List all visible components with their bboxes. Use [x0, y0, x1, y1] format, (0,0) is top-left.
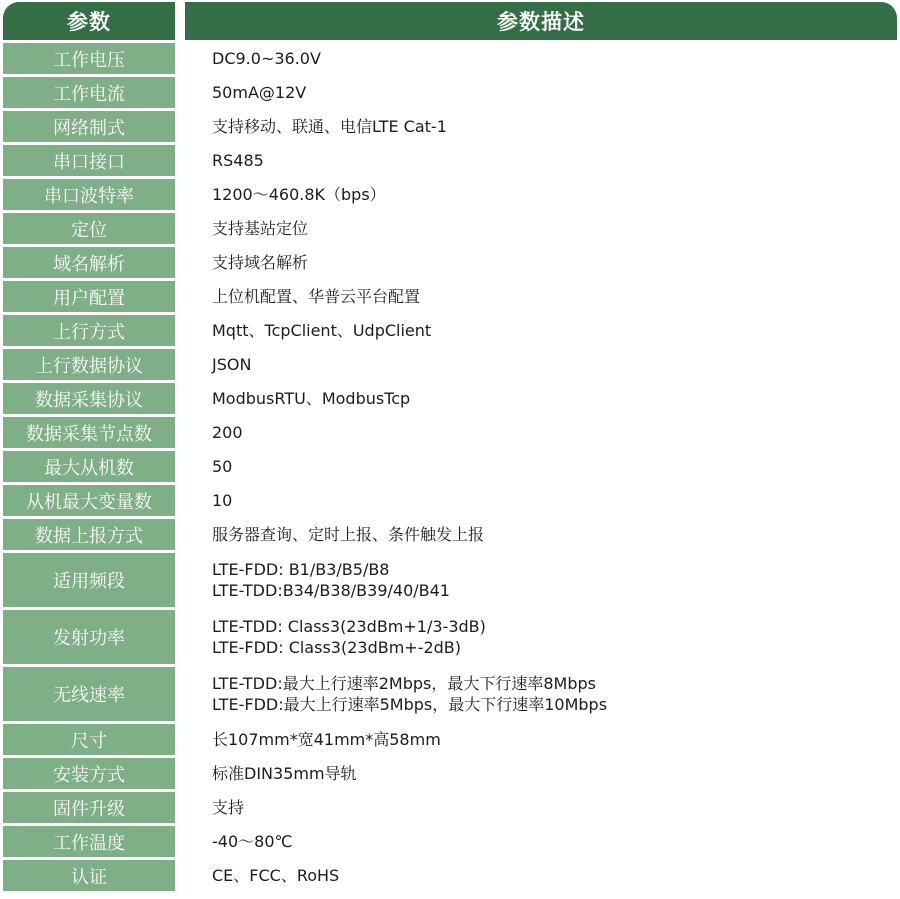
description-cell	[212, 213, 896, 244]
table-row	[0, 77, 900, 111]
description-line: Mqtt、TcpClient、UdpClient	[212, 321, 432, 340]
description-line: 上位机配置、华普云平台配置	[212, 287, 421, 306]
description-cell	[212, 826, 896, 857]
description-line: JSON	[212, 355, 252, 374]
table-row	[0, 451, 900, 485]
table-row	[0, 315, 900, 349]
description-line: LTE-TDD: Class3(23dBm+1/3-3dB)	[212, 617, 486, 636]
description-column-header: 参数描述	[185, 2, 897, 40]
description-cell	[212, 145, 896, 176]
param-cell: 发射功率	[3, 610, 175, 664]
description-line: 50mA@12V	[212, 83, 307, 102]
description-line: -40～80℃	[212, 832, 293, 851]
param-cell: 数据上报方式	[3, 519, 175, 550]
param-cell: 工作温度	[3, 826, 175, 857]
spec-table	[0, 43, 900, 894]
param-cell: 工作电压	[3, 43, 175, 74]
description-cell	[212, 519, 896, 550]
param-cell: 尺寸	[3, 724, 175, 755]
description-cell	[212, 667, 896, 721]
param-column-header: 参数	[3, 2, 175, 40]
description-cell	[212, 860, 896, 891]
description-cell	[212, 417, 896, 448]
description-line: 50	[212, 457, 233, 476]
description-line: 支持	[212, 798, 245, 817]
param-cell: 串口波特率	[3, 179, 175, 210]
table-row	[0, 553, 900, 610]
table-row	[0, 485, 900, 519]
description-cell	[212, 315, 896, 346]
table-row	[0, 826, 900, 860]
description-cell	[212, 349, 896, 380]
table-row	[0, 667, 900, 724]
table-row	[0, 792, 900, 826]
param-cell: 无线速率	[3, 667, 175, 721]
table-row	[0, 281, 900, 315]
description-cell	[212, 43, 896, 74]
description-cell	[212, 485, 896, 516]
param-cell: 适用频段	[3, 553, 175, 607]
description-cell	[212, 247, 896, 278]
description-line: 服务器查询、定时上报、条件触发上报	[212, 525, 485, 544]
description-line: ModbusRTU、ModbusTcp	[212, 389, 411, 408]
table-row	[0, 213, 900, 247]
description-line: 标准DIN35mm导轨	[212, 764, 357, 783]
description-line: LTE-TDD:最大上行速率2Mbps，最大下行速率8Mbps	[212, 674, 596, 693]
param-cell: 固件升级	[3, 792, 175, 823]
param-cell: 工作电流	[3, 77, 175, 108]
description-cell	[212, 451, 896, 482]
param-cell: 认证	[3, 860, 175, 891]
table-row	[0, 860, 900, 894]
table-row	[0, 247, 900, 281]
description-cell	[212, 77, 896, 108]
table-row	[0, 383, 900, 417]
description-line: 支持基站定位	[212, 219, 309, 238]
param-cell: 上行方式	[3, 315, 175, 346]
param-cell: 域名解析	[3, 247, 175, 278]
description-line: DC9.0~36.0V	[212, 49, 321, 68]
description-line: RS485	[212, 151, 264, 170]
description-line: 长107mm*宽41mm*高58mm	[212, 730, 441, 749]
description-line: 10	[212, 491, 233, 510]
description-line: LTE-TDD:B34/B38/B39/40/B41	[212, 581, 450, 600]
description-line: 支持移动、联通、电信LTE Cat-1	[212, 117, 447, 136]
table-row	[0, 145, 900, 179]
description-cell	[212, 724, 896, 755]
table-row	[0, 111, 900, 145]
description-line: LTE-FDD:最大上行速率5Mbps，最大下行速率10Mbps	[212, 695, 608, 714]
description-cell	[212, 281, 896, 312]
description-cell	[212, 758, 896, 789]
param-cell: 数据采集协议	[3, 383, 175, 414]
description-cell	[212, 179, 896, 210]
description-line: 200	[212, 423, 243, 442]
description-cell	[212, 383, 896, 414]
description-line: 支持域名解析	[212, 253, 309, 272]
table-row	[0, 417, 900, 451]
description-cell	[212, 553, 896, 607]
description-cell	[212, 792, 896, 823]
description-line: LTE-FDD: Class3(23dBm+-2dB)	[212, 638, 462, 657]
param-cell: 数据采集节点数	[3, 417, 175, 448]
table-row	[0, 724, 900, 758]
table-row	[0, 758, 900, 792]
param-cell: 用户配置	[3, 281, 175, 312]
table-row	[0, 179, 900, 213]
description-cell	[212, 610, 896, 664]
table-row	[0, 610, 900, 667]
param-cell: 网络制式	[3, 111, 175, 142]
table-row	[0, 519, 900, 553]
description-cell	[212, 111, 896, 142]
param-cell: 最大从机数	[3, 451, 175, 482]
param-cell: 串口接口	[3, 145, 175, 176]
param-cell: 定位	[3, 213, 175, 244]
param-cell: 安装方式	[3, 758, 175, 789]
description-line: CE、FCC、RoHS	[212, 866, 340, 885]
param-cell: 上行数据协议	[3, 349, 175, 380]
param-cell: 从机最大变量数	[3, 485, 175, 516]
description-line: LTE-FDD: B1/B3/B5/B8	[212, 560, 390, 579]
table-row	[0, 349, 900, 383]
table-row	[0, 43, 900, 77]
description-line: 1200～460.8K（bps）	[212, 185, 386, 204]
